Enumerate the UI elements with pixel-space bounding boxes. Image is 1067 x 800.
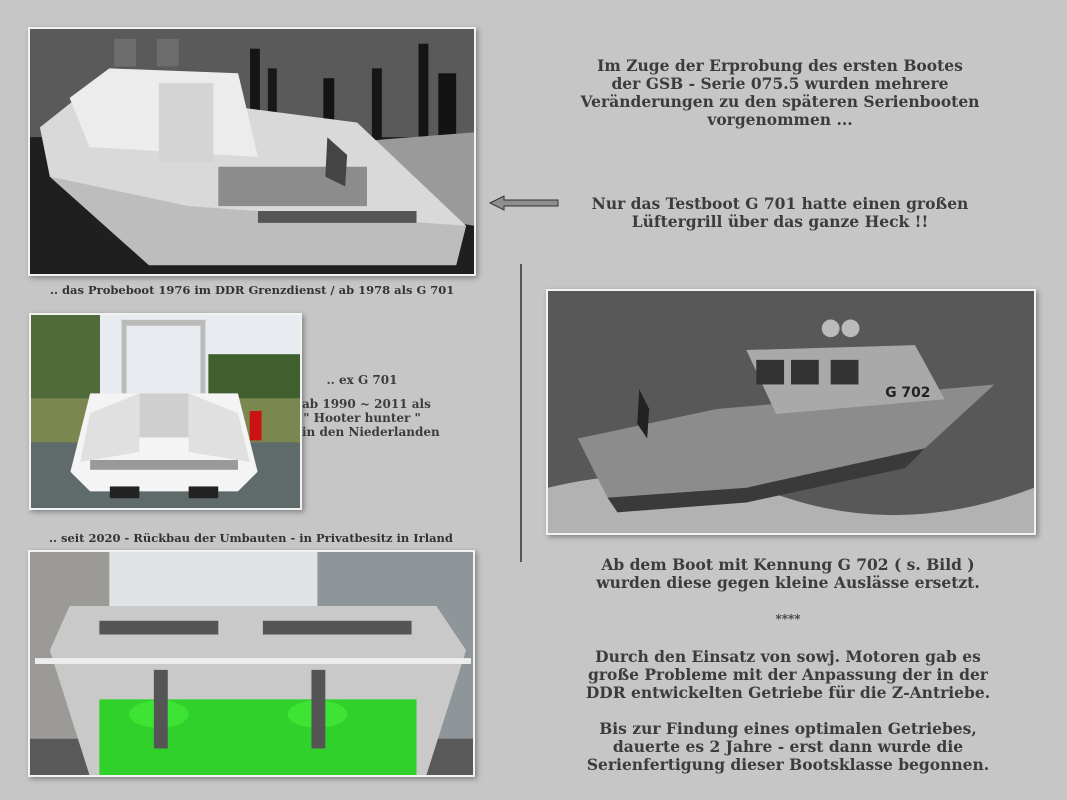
photo1-caption: .. das Probeboot 1976 im DDR Grenzdienst / ab 1978 als G 701 — [50, 283, 455, 297]
gearbox-line: Serienfertigung dieser Bootsklasse begonnen. — [586, 755, 990, 774]
column-divider — [520, 264, 522, 562]
photo-g702 — [546, 289, 1036, 535]
intro-text — [560, 57, 1000, 129]
engine-note — [568, 648, 1008, 702]
photo-ireland-restoration — [28, 550, 475, 777]
intro-line: Veränderungen zu den späteren Serienbooten — [580, 92, 980, 111]
photo-probeboot-1976 — [28, 27, 476, 276]
gearbox-line: dauerte es 2 Jahre - erst dann wurde die — [612, 737, 964, 756]
engine-line: DDR entwickelten Getriebe für die Z-Antriebe. — [585, 683, 991, 702]
intro-line: der GSB - Serie 075.5 wurden mehrere — [611, 74, 949, 93]
gearbox-note — [568, 720, 1008, 774]
ex-g701-line: ab 1990 ~ 2011 als — [302, 397, 431, 411]
left-arrow-icon — [488, 195, 560, 211]
intro-line: vorgenommen ... — [707, 110, 853, 129]
g702-note — [568, 556, 1008, 592]
photo2-caption: .. seit 2020 - Rückbau der Umbauten - in Privatbesitz in Irland — [49, 531, 453, 545]
gearbox-line: Bis zur Findung eines optimalen Getriebes, — [599, 719, 977, 738]
ex-g701-line: " Hooter hunter " — [303, 411, 421, 425]
engine-line: Durch den Einsatz von sowj. Motoren gab es — [595, 647, 981, 666]
ex-g701-note — [302, 373, 440, 439]
engine-line: große Probleme mit der Anpassung der in der — [588, 665, 988, 684]
testboat-note — [560, 195, 1000, 231]
ex-g701-line: .. ex G 701 — [326, 373, 398, 387]
separator-stars: **** — [775, 612, 801, 626]
hull-label-g702: G 702 — [885, 385, 931, 402]
photo-ex-g701-netherlands — [29, 313, 302, 510]
ex-g701-line: in den Niederlanden — [302, 425, 440, 439]
g702-line: wurden diese gegen kleine Auslässe ersetzt. — [596, 573, 980, 592]
testboat-line: Nur das Testboot G 701 hatte einen großen — [591, 194, 969, 213]
g702-line: Ab dem Boot mit Kennung G 702 ( s. Bild ) — [601, 555, 975, 574]
intro-line: Im Zuge der Erprobung des ersten Bootes — [597, 56, 963, 75]
testboat-line: Lüftergrill über das ganze Heck !! — [631, 212, 929, 231]
